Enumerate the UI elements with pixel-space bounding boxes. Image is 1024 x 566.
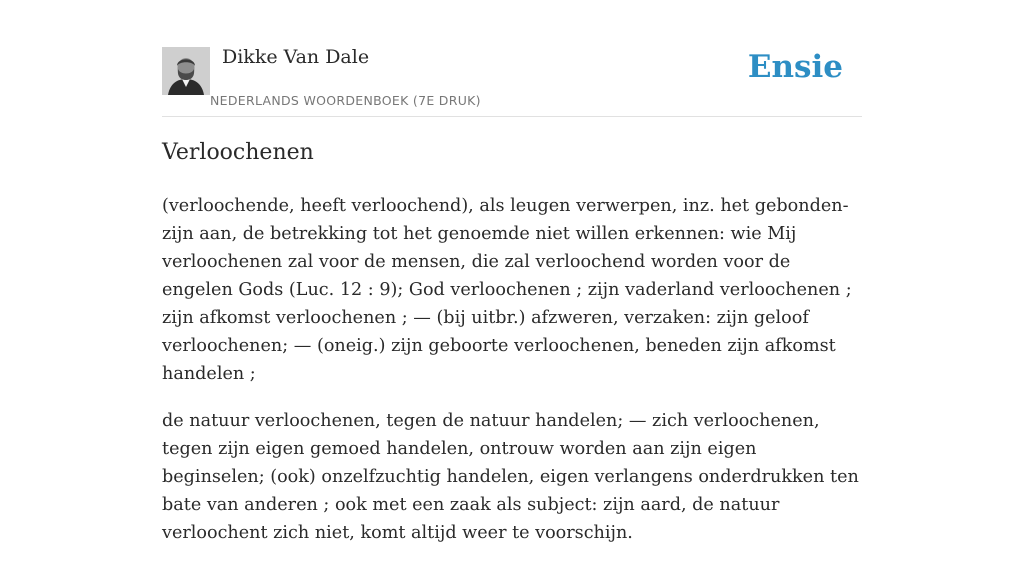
header [162, 45, 862, 117]
author-name[interactable]: Dikke Van Dale [222, 46, 370, 68]
entry-body [162, 192, 864, 566]
entry-paragraph: de natuur verloochenen, tegen de natuur handelen; — zich verloochenen, tegen zijn eigen gemoed handelen, ontrouw worden aan zijn eigen beginselen; (ook) onzelfzuchtig handelen, eigen verlangens onderdrukken ten bate van anderen ; ook met een zaak als subject: zijn aard, de natuur verloochent zich niet, komt altijd weer te voorschijn. [162, 411, 859, 543]
portrait-icon [162, 47, 210, 95]
brand-logo[interactable]: Ensie [747, 49, 843, 85]
avatar[interactable] [162, 47, 210, 95]
page-title: Verloochenen [162, 140, 314, 165]
entry-paragraph: (verloochende, heeft verloochend), als leugen verwerpen, inz. het gebonden-zijn aan, de betrekking tot het genoemde niet willen erkennen: wie Mij verloochenen zal voor de mensen, die zal verloochend worden voor de engelen Gods (Luc. 12 : 9); God verloochenen ; zijn vaderland verloochenen ; zijn afkomst verloochenen ; — (bij uitbr.) afzweren, verzaken: zijn geloof verloochenen; — (oneig.) zijn geboorte verloochenen, beneden zijn afkomst handelen ; [162, 196, 852, 384]
source-label[interactable]: NEDERLANDS WOORDENBOEK (7E DRUK) [210, 93, 481, 108]
